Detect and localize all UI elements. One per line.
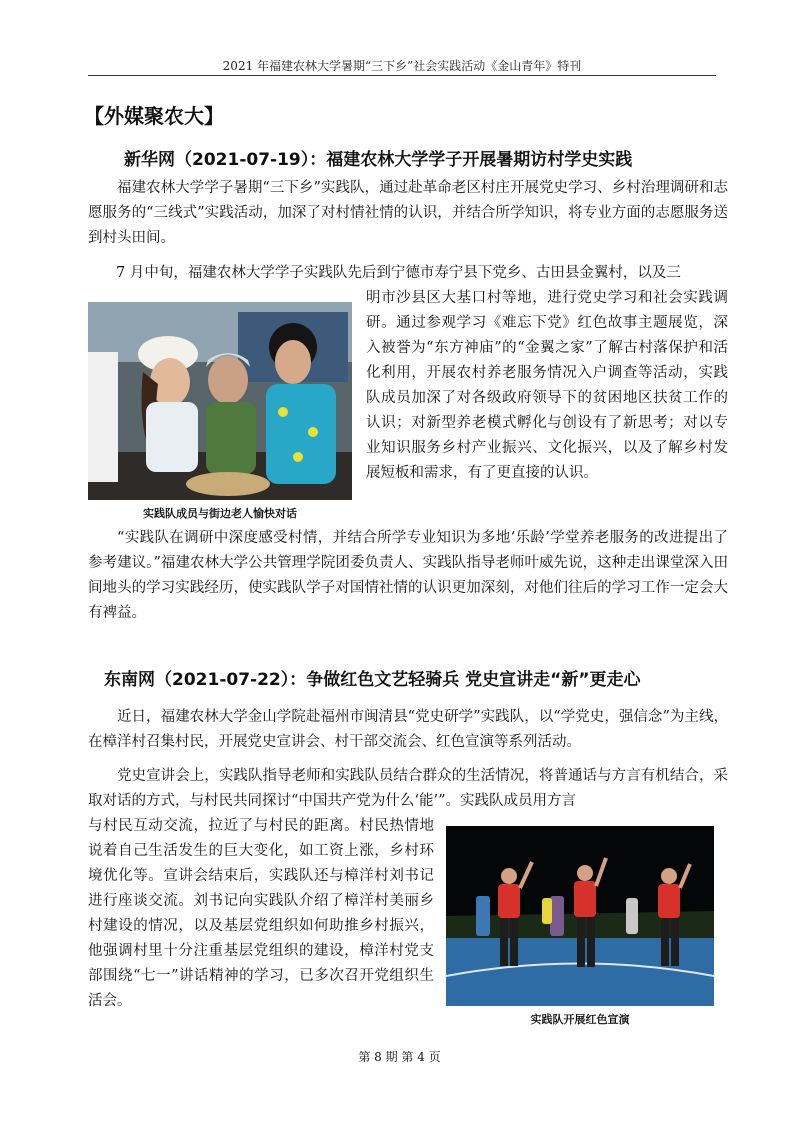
article2-paragraph-1: 近日，福建农林大学金山学院赴福州市闽清县“党史研学”实践队，以“学党史，强信念”为主线，在樟洋村召集村民，开展党史宣讲会、村干部交流会、红色宣演等系列活动。 — [88, 709, 728, 750]
red-performance-photo — [446, 826, 714, 1006]
article2-photo-caption: 实践队开展红色宣演 — [530, 1013, 630, 1026]
article2-paragraph-2-top: 党史宣讲会上，实践队指导老师和实践队员结合群众的生活情况，将普通话与方言有机结合，采取对话的方式，与村民共同探讨“中国共产党为什么‘能’”。实践队成员用方言 — [88, 768, 728, 809]
page-footer: 第 8 期 第 4 页 — [358, 1050, 441, 1064]
article1-photo-caption: 实践队成员与街边老人愉快对话 — [143, 507, 297, 520]
article1-paragraph-3: “实践队在调研中深度感受村情，并结合所学专业知识为多地‘乐龄’学堂养老服务的改进提出了参考建议。”福建农林大学公共管理学院团委负责人、实践队指导老师叶威先说，这种走出课堂深入田间地头的学习实践经历，使实践队学子对国情社情的认识更加深刻，对他们往后的学习工作一定会大有裨益。 — [88, 530, 728, 621]
article1-paragraph-2-continued: 明市沙县区大基口村等地，进行党史学习和社会实践调研。通过参观学习《难忘下党》红色故事主题展览，深入被誉为“东方神庙”的“金翼之家”了解古村落保护和活化利用，开展农村养老服务情况入户调查等活动，实践队成员加深了对各级政府领导下的贫困地区扶贫工作的认识；对新型养老模式孵化与创设有了新思考；对以专业知识服务乡村产业振兴、文化振兴，以及了解乡村发展短板和需求，有了更直接的认识。 — [366, 290, 728, 481]
article2-paragraph-2-continued: 与村民互动交流，拉近了与村民的距离。村民热情地说着自己生活发生的巨大变化，如工资上涨，乡村环境优化等。宣讲会结束后，实践队还与樟洋村刘书记进行座谈交流。刘书记向实践队介绍了樟洋村美丽乡村建设的情况，以及基层党组织如何助推乡村振兴，他强调村里十分注重基层党组织的建设，樟洋村党支部围绕“七一”讲话精神的学习，已多次召开党组织生活会。 — [88, 818, 434, 1009]
page-header: 2021 年福建农林大学暑期“三下乡”社会实践活动《金山青年》特刊 — [222, 59, 582, 73]
section-tag: 【外媒聚农大】 — [84, 104, 224, 128]
header-divider — [88, 75, 716, 76]
article1-paragraph-1: 福建农林大学学子暑期“三下乡”实践队，通过赴革命老区村庄开展党史学习、乡村治理调研和志愿服务的“三线式”实践活动，加深了对村情社情的认识，并结合所学知识，将专业方面的志愿服务送到村头田间。 — [88, 180, 728, 246]
article1-headline: 新华网（2021-07-19）：福建农林大学学子开展暑期访村学史实践 — [124, 150, 633, 170]
villagers-conversation-photo — [88, 302, 352, 500]
article1-paragraph-2-first-line: 7 月中旬，福建农林大学学子实践队先后到宁德市寿宁县下党乡、古田县金翼村，以及三 — [116, 265, 681, 281]
article2-headline: 东南网（2021-07-22）：争做红色文艺轻骑兵 党史宣讲走“新”更走心 — [104, 670, 641, 690]
